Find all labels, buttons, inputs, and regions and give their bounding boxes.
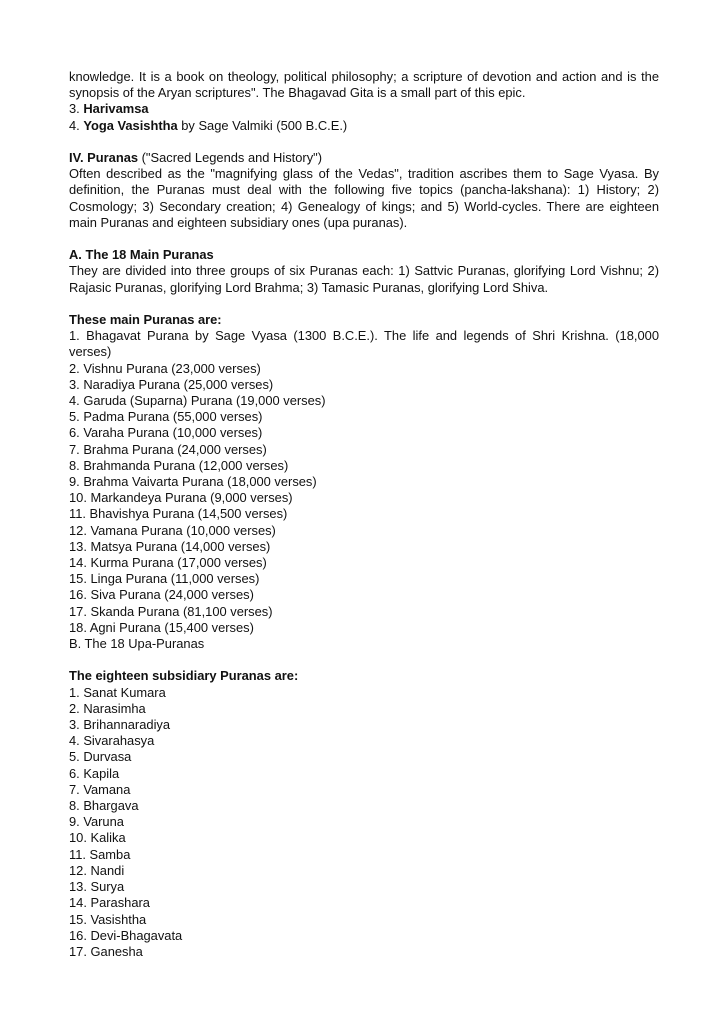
section-subtitle: ("Sacred Legends and History") <box>138 150 323 165</box>
list-item: 18. Agni Purana (15,400 verses) <box>69 619 254 635</box>
item-title: Harivamsa <box>83 101 149 117</box>
list-item: 8. Brahmanda Purana (12,000 verses) <box>69 457 289 473</box>
list-item: 1. Bhagavat Purana by Sage Vyasa (1300 B.C.E.). The life and legends of Shri Krishna. (18,000 verses) <box>69 328 659 360</box>
spacer <box>69 231 659 247</box>
list-item: 14. Parashara <box>69 895 150 911</box>
puranas-heading-line <box>69 150 659 166</box>
spacer <box>69 134 659 150</box>
list-item: 11. Bhavishya Purana (14,500 verses) <box>69 506 288 522</box>
list-item: 6. Kapila <box>69 765 120 781</box>
list-item: 16. Siva Purana (24,000 verses) <box>69 587 254 603</box>
list-item: 17. Ganesha <box>69 943 143 959</box>
list-item: 6. Varaha Purana (10,000 verses) <box>69 425 263 441</box>
list-item: 7. Brahma Purana (24,000 verses) <box>69 441 267 457</box>
spacer <box>69 652 659 668</box>
upa-puranas-list <box>69 685 659 960</box>
list-item: 14. Kurma Purana (17,000 verses) <box>69 555 267 571</box>
list-item: 12. Nandi <box>69 862 125 878</box>
list-item: 15. Linga Purana (11,000 verses) <box>69 571 260 587</box>
list-item: 9. Varuna <box>69 814 124 830</box>
section-heading: IV. Puranas <box>69 150 139 165</box>
list-item: 2. Narasimha <box>69 700 146 716</box>
list-item: 12. Vamana Purana (10,000 verses) <box>69 522 276 538</box>
main-list-heading <box>69 312 659 328</box>
heading-text: These main Puranas are: <box>69 312 222 327</box>
list-item: 9. Brahma Vaivarta Purana (18,000 verses) <box>69 474 317 490</box>
list-item: 15. Vasishtha <box>69 911 147 927</box>
main-puranas-paragraph: They are divided into three groups of six Puranas each: 1) Sattvic Puranas, glorifying Lord Vishnu; 2) Rajasic Puranas, glorifying Lord Brahma; 3) Tamasic Puranas, glorifying Lord Shiva. <box>69 263 659 295</box>
list-item: 1. Sanat Kumara <box>69 684 166 700</box>
list-item: 3. Brihannaradiya <box>69 717 171 733</box>
list-item: 4. Garuda (Suparna) Purana (19,000 verses) <box>69 393 326 409</box>
upa-puranas-heading <box>69 668 659 684</box>
heading-text: The eighteen subsidiary Puranas are: <box>69 668 299 684</box>
list-item: 8. Bhargava <box>69 798 139 814</box>
item-title: Yoga Vasishtha <box>83 117 178 133</box>
list-item: 4. Sivarahasya <box>69 733 155 749</box>
list-item: 13. Matsya Purana (14,000 verses) <box>69 538 271 554</box>
list-item: 5. Durvasa <box>69 749 132 765</box>
list-item: 10. Markandeya Purana (9,000 verses) <box>69 490 293 506</box>
main-puranas-heading <box>69 247 659 263</box>
puranas-paragraph: Often described as the "magnifying glass of the Vedas", tradition ascribes them to Sage Vyasa. By definition, the Puranas must deal with the following five topics (pancha-lakshana): 1) History; 2) Cosmology; 3) Secondary creation; 4) Genealogy of kings; and 5) World-cycles. There are eighteen main Puranas and eighteen subsidiary ones (upa puranas). <box>69 166 659 230</box>
list-item: 5. Padma Purana (55,000 verses) <box>69 409 263 425</box>
item-number: 4. <box>69 117 84 133</box>
intro-paragraph: knowledge. It is a book on theology, political philosophy; a scripture of devotion and action and is the synopsis of the Aryan scriptures". The Bhagavad Gita is a small part of this epic. <box>69 69 659 101</box>
list-item: 3. Naradiya Purana (25,000 verses) <box>69 376 274 392</box>
spacer <box>69 296 659 312</box>
list-item: 13. Surya <box>69 879 125 895</box>
item-number: 3. <box>69 101 84 117</box>
list-item: 11. Samba <box>69 846 131 862</box>
heading-text: A. The 18 Main Puranas <box>69 247 214 263</box>
list-item-yoga-vasishtha <box>69 118 659 134</box>
list-item: 10. Kalika <box>69 830 126 846</box>
list-item-harivamsa <box>69 101 659 117</box>
item-detail: by Sage Valmiki (500 B.C.E.) <box>177 117 348 133</box>
document-page <box>69 69 659 960</box>
list-item: 7. Vamana <box>69 781 131 797</box>
list-item: 17. Skanda Purana (81,100 verses) <box>69 603 273 619</box>
list-item: 2. Vishnu Purana (23,000 verses) <box>69 360 261 376</box>
main-puranas-list <box>69 361 659 653</box>
list-item: 16. Devi-Bhagavata <box>69 927 183 943</box>
list-item: B. The 18 Upa-Puranas <box>69 636 205 652</box>
